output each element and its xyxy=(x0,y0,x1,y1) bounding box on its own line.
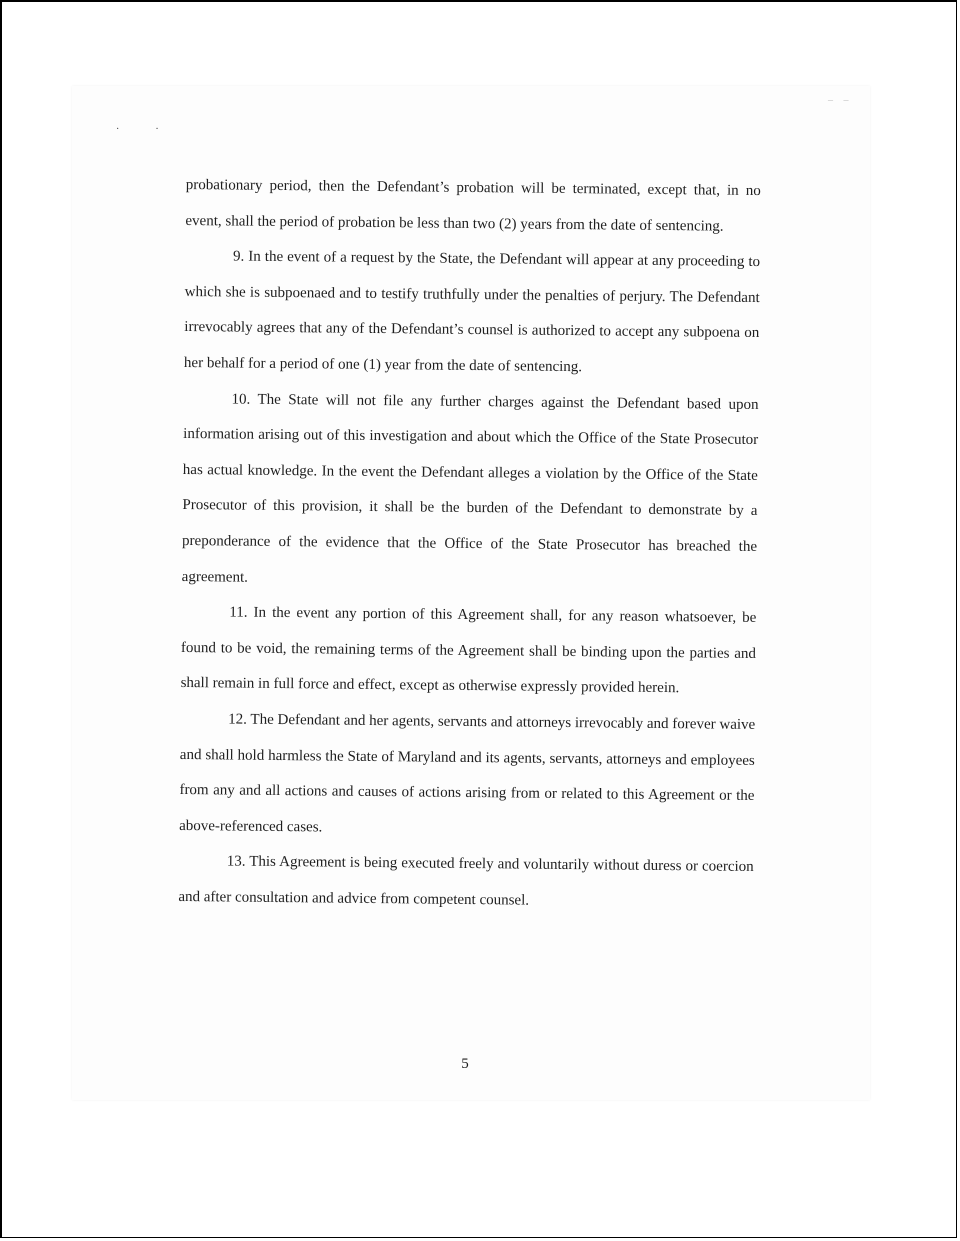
paragraph-9: 9. In the event of a request by the State, the Defendant will appear at any proceeding to which she is subpoenaed and to testify truthfully under the penalties of perjury. The Defendant irrevocably agrees that any of the Defendant’s counsel is authorized to accept any subpoena on her behalf for a period of one (1) year from the date of sentencing. xyxy=(183,248,761,376)
paragraph-continuation: probationary period, then the Defendant’s probation will be terminated, except that, in no event, shall the period of probation be less than two (2) years from the date of sentencing. xyxy=(185,176,761,235)
paragraph-10: 10. The State will not file any further charges against the Defendant based upon information arising out of this investigation and about which the Office of the State Prosecutor has actual knowledge. In the event the Defendant alleges a violation by the Office of the State Prosecutor of this provision, it shall be the burden of the Defendant to demonstrate by a preponderance of the evidence that the Office of the State Prosecutor has breached the agreement. xyxy=(181,391,759,586)
paragraph-11: 11. In the event any portion of this Agreement shall, for any reason whatsoever, be found to be void, the remaining terms of the Agreement shall be binding upon the parties and shall remain in full force and effect, except as otherwise expressly provided herein. xyxy=(180,604,757,697)
scan-specks: · · xyxy=(116,124,159,135)
scan-corner-marks: – – xyxy=(828,95,853,106)
paragraph-13: 13. This Agreement is being executed freely and voluntarily without duress or coercion and after consultation and advice from competent counsel. xyxy=(178,853,754,909)
page-number: 5 xyxy=(461,1056,469,1072)
document-body xyxy=(178,168,761,921)
paragraph-12: 12. The Defendant and her agents, servants and attorneys irrevocably and forever waive and shall hold harmless the State of Maryland and its agents, servants, attorneys and employees from any and all actions and causes of actions arising from or related to this Agreement or the above-referenced cases. xyxy=(179,711,756,836)
